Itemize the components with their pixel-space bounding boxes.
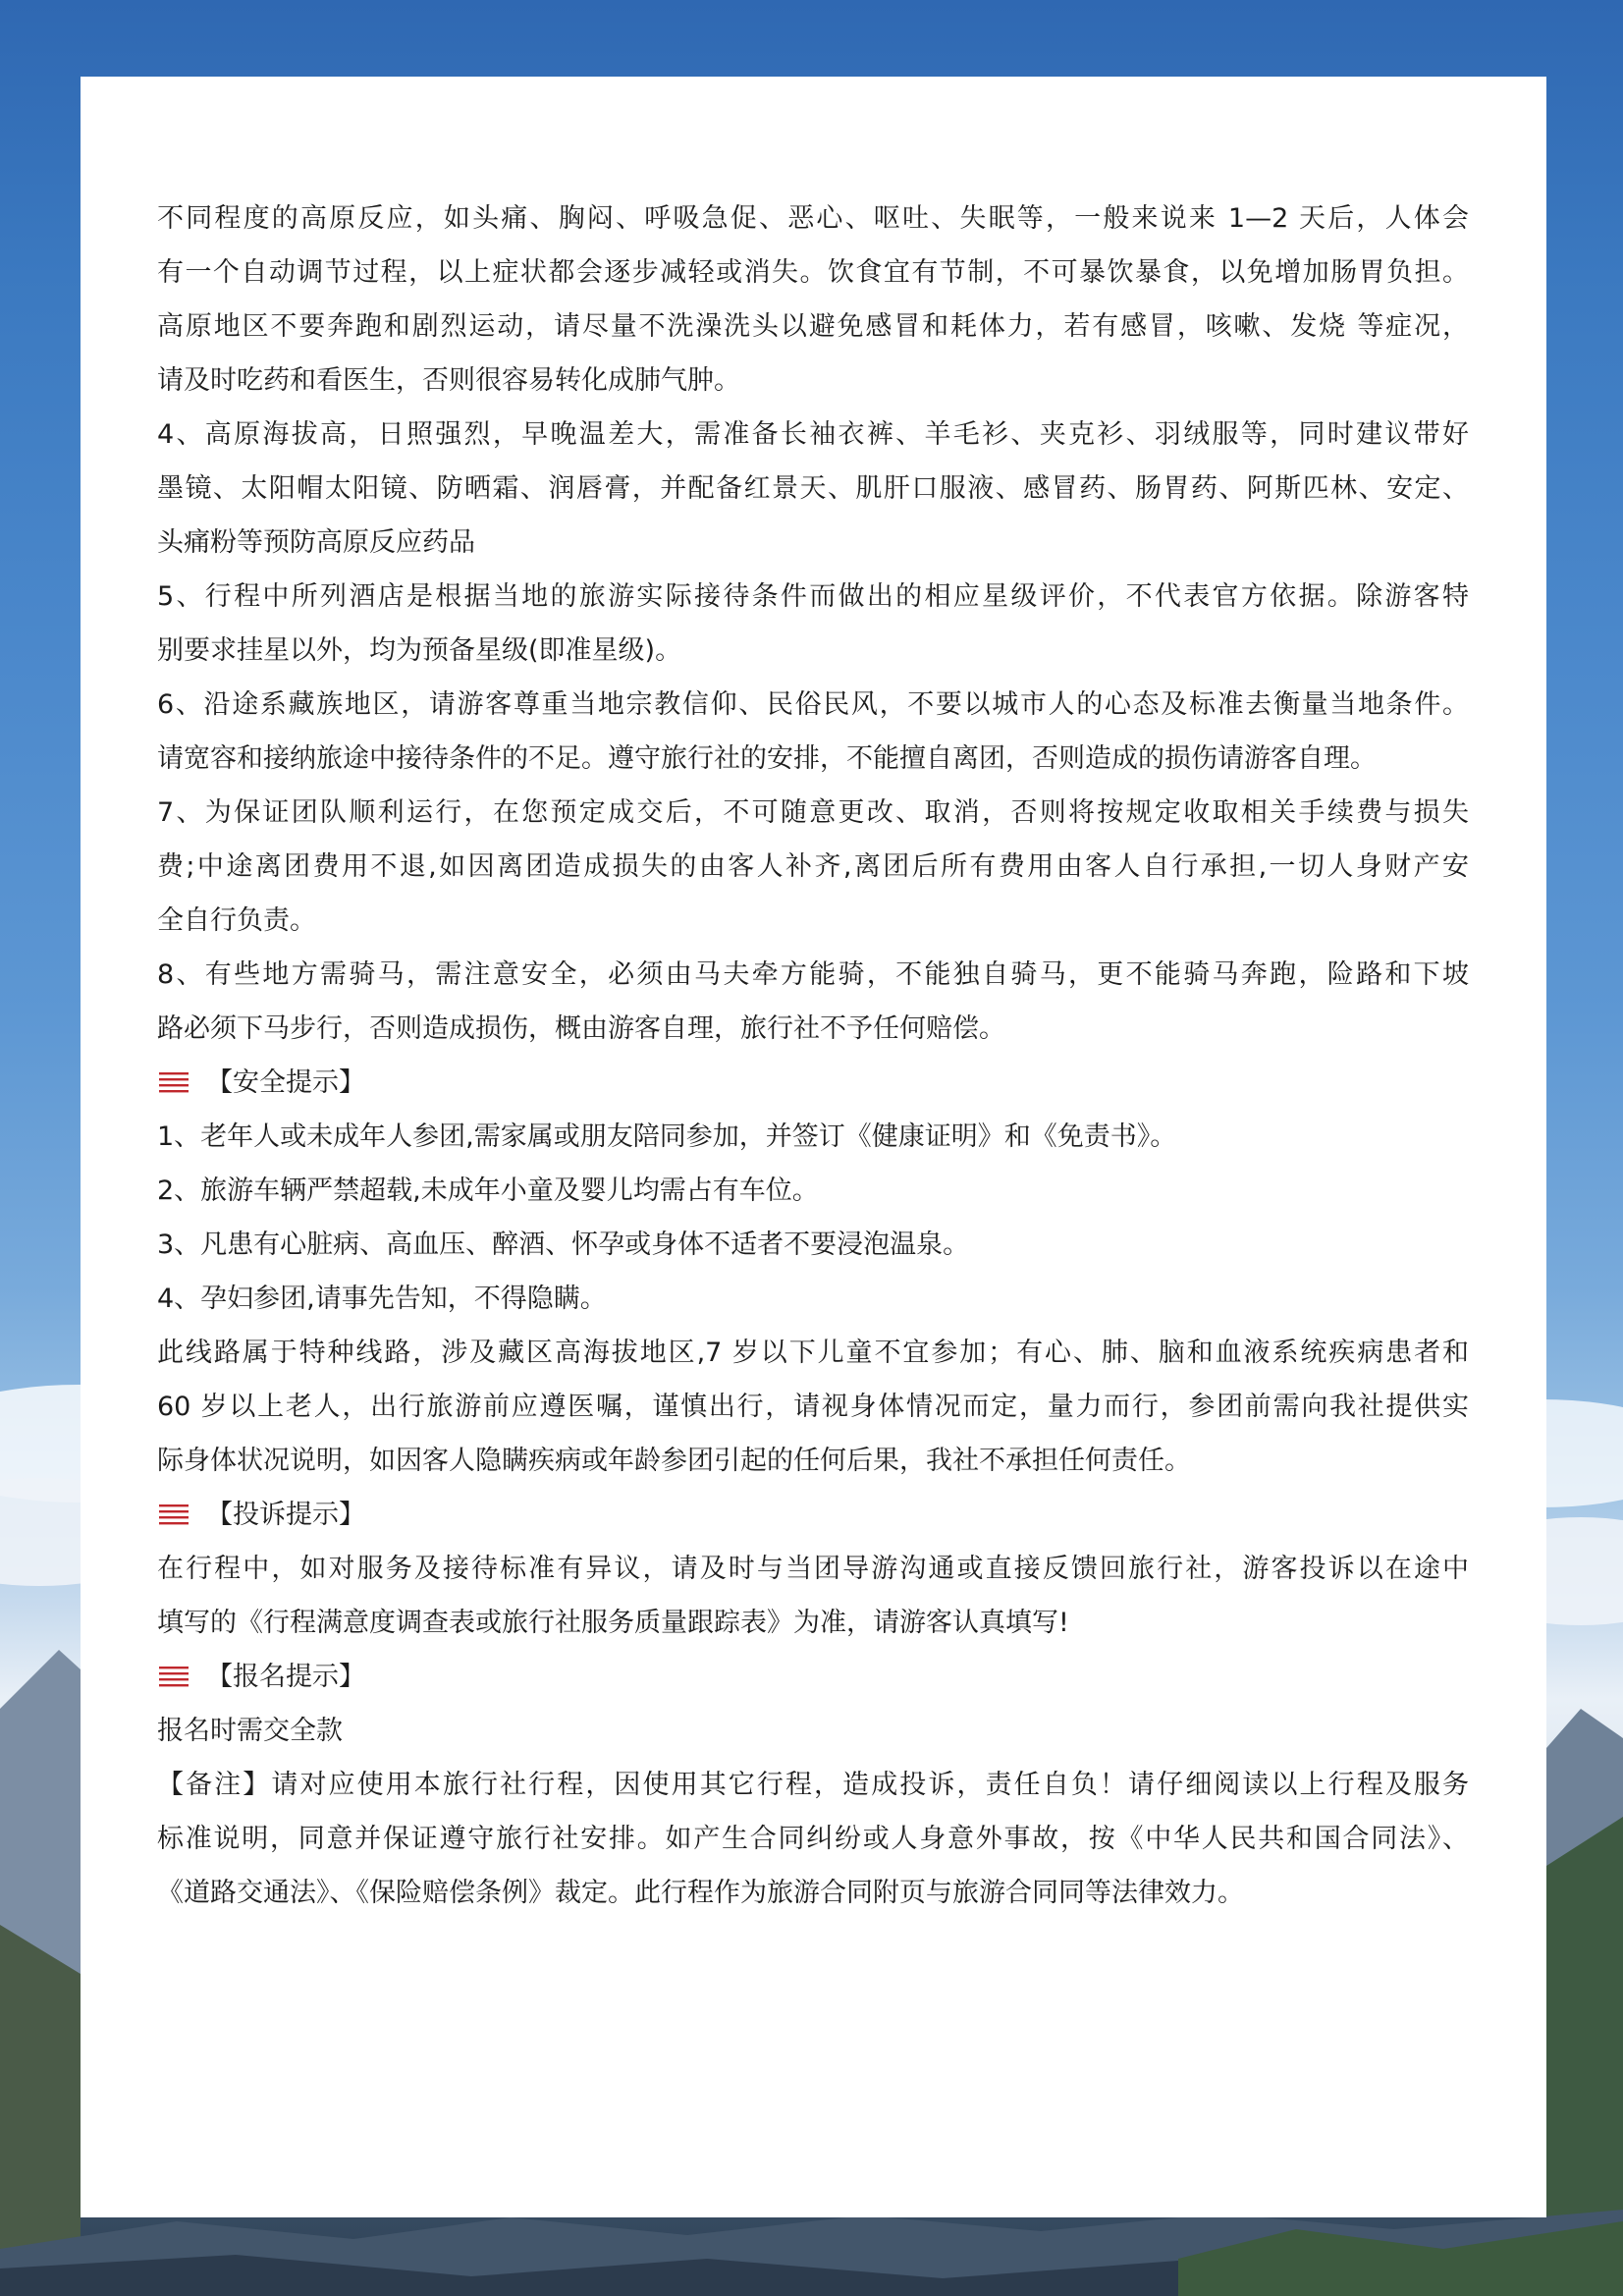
paragraph-altitude-sickness [157, 191, 1469, 408]
text-line: 全自行负责。 [157, 905, 316, 936]
signup-title: 【报名提示】 [206, 1662, 365, 1692]
complaint-title: 【投诉提示】 [206, 1500, 365, 1530]
signup-heading [157, 1650, 1469, 1704]
safety-title: 【安全提示】 [206, 1067, 365, 1098]
paragraph-item-7 [157, 786, 1469, 948]
text-line: 7、为保证团队顺利运行，在您预定成交后，不可随意更改、取消，否则将按规定收取相关手续费与损失 [157, 797, 1469, 828]
safety-note [157, 1326, 1469, 1488]
complaint-heading [157, 1488, 1469, 1542]
text-line: 8、有些地方需骑马，需注意安全，必须由马夫牵方能骑，不能独自骑马，更不能骑马奔跑，险路和下坡 [157, 959, 1469, 990]
list-item: 4、孕妇参团,请事先告知，不得隐瞒。 [157, 1284, 607, 1314]
stripes-icon [159, 1666, 189, 1689]
list-item: 1、老年人或未成年人参团,需家属或朋友陪同参加，并签订《健康证明》和《免责书》。 [157, 1121, 1177, 1152]
text-line: 60 岁以上老人，出行旅游前应遵医嘱，谨慎出行，请视身体情况而定，量力而行，参团前需向我社提供实 [157, 1392, 1469, 1422]
text-line: 《道路交通法》、《保险赔偿条例》裁定。此行程作为旅游合同附页与旅游合同同等法律效力。 [157, 1878, 1244, 1908]
text-line: 不同程度的高原反应，如头痛、胸闷、呼吸急促、恶心、呕吐、失眠等，一般来说来 1—2 天后，人体会 [157, 203, 1469, 234]
paragraph-item-5 [157, 570, 1469, 678]
document-content [157, 191, 1469, 1920]
text-line: 请及时吃药和看医生，否则很容易转化成肺气肿。 [157, 365, 740, 396]
complaint-text [157, 1542, 1469, 1650]
text-line: 墨镜、太阳帽太阳镜、防晒霜、润唇膏，并配备红景天、肌肝口服液、感冒药、肠胃药、阿斯匹林、安定、 [157, 473, 1469, 504]
text-line: 5、行程中所列酒店是根据当地的旅游实际接待条件而做出的相应星级评价，不代表官方依据。除游客特 [157, 581, 1469, 612]
text-line: 此线路属于特种线路，涉及藏区高海拔地区,7 岁以下儿童不宜参加；有心、肺、脑和血液系统疾病患者和 [157, 1338, 1469, 1368]
remark-text [157, 1758, 1469, 1920]
safety-list [157, 1110, 1469, 1326]
stripes-icon [159, 1503, 189, 1527]
paragraph-item-8 [157, 948, 1469, 1056]
text-line: 际身体状况说明，如因客人隐瞒疾病或年龄参团引起的任何后果，我社不承担任何责任。 [157, 1446, 1191, 1476]
text-line: 标准说明，同意并保证遵守旅行社安排。如产生合同纠纷或人身意外事故，按《中华人民共和国合同法》、 [157, 1824, 1469, 1854]
text-line: 4、高原海拔高，日照强烈，早晚温差大，需准备长袖衣裤、羊毛衫、夹克衫、羽绒服等，同时建议带好 [157, 419, 1469, 450]
text-line: 6、沿途系藏族地区，请游客尊重当地宗教信仰、民俗民风，不要以城市人的心态及标准去衡量当地条件。 [157, 689, 1469, 720]
list-item: 2、旅游车辆严禁超载,未成年小童及婴儿均需占有车位。 [157, 1175, 819, 1206]
list-item: 3、凡患有心脏病、高血压、醉酒、怀孕或身体不适者不要浸泡温泉。 [157, 1230, 970, 1260]
text-line: 头痛粉等预防高原反应药品 [157, 527, 475, 558]
text-line: 填写的《行程满意度调查表或旅行社服务质量跟踪表》为准，请游客认真填写! [157, 1608, 1069, 1638]
text-line: 路必须下马步行，否则造成损伤，概由游客自理，旅行社不予任何赔偿。 [157, 1013, 1005, 1044]
paragraph-item-6 [157, 678, 1469, 786]
paragraph-item-4 [157, 408, 1469, 570]
text-line: 在行程中，如对服务及接待标准有异议，请及时与当团导游沟通或直接反馈回旅行社，游客投诉以在途中 [157, 1554, 1469, 1584]
text-line: 高原地区不要奔跑和剧烈运动，请尽量不洗澡洗头以避免感冒和耗体力，若有感冒，咳嗽、发烧 等症况， [157, 311, 1469, 342]
text-line: 有一个自动调节过程，以上症状都会逐步减轻或消失。饮食宜有节制，不可暴饮暴食，以免增加肠胃负担。 [157, 257, 1469, 288]
text-line: 【备注】请对应使用本旅行社行程，因使用其它行程，造成投诉，责任自负！请仔细阅读以上行程及服务 [157, 1770, 1469, 1800]
text-line: 别要求挂星以外，均为预备星级(即准星级)。 [157, 635, 682, 666]
safety-heading [157, 1056, 1469, 1110]
text-line: 费;中途离团费用不退,如因离团造成损失的由客人补齐,离团后所有费用由客人自行承担,一切人身财产安 [157, 851, 1469, 882]
text-line: 请宽容和接纳旅途中接待条件的不足。遵守旅行社的安排，不能擅自离团，否则造成的损伤请游客自理。 [157, 743, 1377, 774]
stripes-icon [159, 1071, 189, 1095]
signup-text: 报名时需交全款 [157, 1716, 343, 1746]
